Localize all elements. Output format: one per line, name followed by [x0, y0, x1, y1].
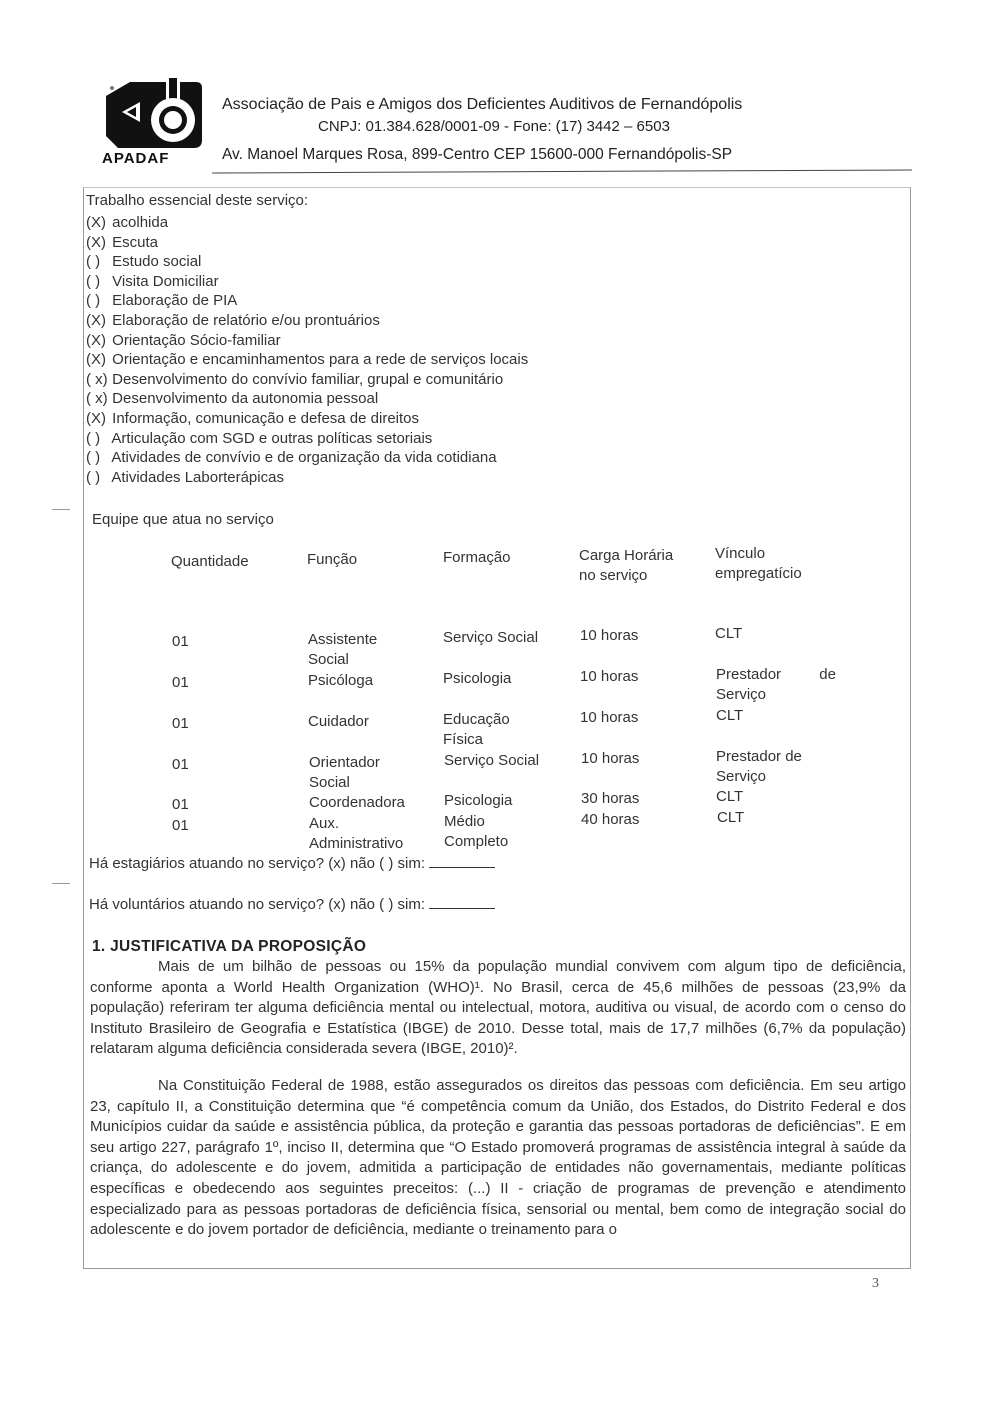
column-header-function: Função: [307, 551, 358, 568]
checkbox-mark: (X): [86, 311, 106, 329]
cell-function: Aux. Administrativo: [309, 815, 404, 852]
checkbox-mark: (X): [86, 331, 106, 349]
margin-mark: [52, 883, 70, 884]
checklist-item: [86, 468, 528, 488]
paragraph-text: Mais de um bilhão de pessoas ou 15% da população mundial convivem com algum tipo de deficiência, conforme aponta a World Health Organization (WHO)¹. No Brasil, cerca de 45,6 milhões de pessoas (23,9% da população) referiram ter alguma deficiência mental ou intelectual, motora, auditiva ou visual, de acordo com o censo do Instituto Brasileiro de Geografia e Estatística (IBGE) de 2010. Desse total, mais de 17,7 milhões (6,7% da população) relataram alguma deficiência considerada severa (IBGE, 2010)².: [90, 958, 906, 1058]
cell-quantity: 01: [172, 756, 189, 773]
cell-quantity: 01: [172, 674, 189, 691]
answer-blank: [429, 896, 495, 909]
cell-hours: 40 horas: [581, 811, 640, 828]
checklist-label: Informação, comunicação e defesa de direitos: [112, 409, 420, 427]
cell-training: Psicologia: [443, 670, 512, 687]
checklist-item: [86, 370, 528, 390]
checklist-label: Elaboração de relatório e/ou prontuários: [112, 311, 380, 329]
checklist-item: [86, 213, 528, 233]
checkbox-mark: ( x): [86, 370, 108, 388]
justification-paragraph-1: [90, 957, 906, 1060]
cell-training: Médio Completo: [444, 813, 509, 850]
cell-hours: 10 horas: [580, 627, 639, 644]
cell-quantity: 01: [172, 796, 189, 813]
checklist-item: [86, 331, 528, 351]
cell-hours: 10 horas: [581, 750, 640, 767]
organization-cnpj: CNPJ: 01.384.628/0001-09 - Fone: (17) 3442 – 6503: [318, 118, 670, 135]
services-intro: Trabalho essencial deste serviço:: [86, 192, 309, 209]
checklist-label: Desenvolvimento do convívio familiar, grupal e comunitário: [112, 370, 504, 388]
interns-question: [89, 855, 495, 872]
column-header-quantity: Quantidade: [171, 553, 249, 570]
services-checklist: [86, 213, 528, 487]
checkbox-mark: (X): [86, 351, 106, 369]
checklist-label: Atividades de convívio e de organização da vida cotidiana: [111, 449, 497, 467]
cell-quantity: 01: [172, 715, 189, 732]
checklist-label: Atividades Laborterápicas: [111, 468, 284, 486]
column-header-bond: Vínculo empregatício: [715, 545, 802, 582]
checkbox-mark: (X): [86, 409, 106, 427]
checkbox-mark: ( ): [86, 253, 101, 271]
column-header-hours: Carga Horária no serviço: [579, 547, 674, 584]
checkbox-mark: ( ): [86, 292, 101, 310]
cell-training: Serviço Social: [443, 629, 539, 646]
organization-name: Associação de Pais e Amigos dos Deficientes Auditivos de Fernandópolis: [222, 96, 743, 113]
cell-function: Cuidador: [308, 713, 369, 730]
checklist-label: Desenvolvimento da autonomia pessoal: [112, 390, 379, 408]
checkbox-mark: (X): [86, 214, 106, 231]
checkbox-mark: ( ): [86, 468, 101, 486]
cell-quantity: 01: [172, 817, 189, 834]
cell-training: Serviço Social: [444, 752, 540, 769]
header-divider: [212, 169, 912, 173]
cell-quantity: 01: [172, 633, 189, 650]
checklist-item: [86, 448, 528, 468]
volunteers-question-text: Há voluntários atuando no serviço? (x) não ( ) sim:: [89, 896, 425, 913]
cell-bond: Prestador de Serviço: [716, 748, 802, 785]
checkbox-mark: ( ): [86, 429, 101, 447]
answer-blank: [429, 855, 495, 868]
checkbox-mark: ( ): [86, 449, 101, 467]
cell-function: Psicóloga: [308, 672, 374, 689]
justification-paragraph-2: [90, 1076, 906, 1241]
cell-function: Coordenadora: [309, 794, 405, 811]
cell-bond: CLT: [716, 788, 744, 805]
cell-hours: 10 horas: [580, 668, 639, 685]
interns-question-text: Há estagiários atuando no serviço? (x) não ( ) sim:: [89, 855, 425, 872]
section-title: 1. JUSTIFICATIVA DA PROPOSIÇÃO: [92, 938, 367, 955]
checklist-label: Escuta: [112, 233, 159, 251]
checklist-item: [86, 350, 528, 370]
cell-training: Educação Física: [443, 711, 510, 748]
checkbox-mark: (X): [86, 233, 106, 251]
margin-mark: [52, 509, 70, 510]
cell-hours: 10 horas: [580, 709, 639, 726]
checklist-item: [86, 429, 528, 449]
checkbox-mark: ( x): [86, 390, 108, 408]
cell-function: Assistente Social: [308, 631, 378, 668]
checklist-item: [86, 311, 528, 331]
checklist-label: Visita Domiciliar: [112, 272, 219, 290]
checklist-item: [86, 389, 528, 409]
checklist-label: acolhida: [112, 214, 169, 231]
cell-training: Psicologia: [444, 792, 513, 809]
checklist-label: Elaboração de PIA: [112, 292, 238, 310]
paragraph-text: Na Constituição Federal de 1988, estão assegurados os direitos das pessoas com deficiência. Em seu artigo 23, capítulo II, a Constituição determina que “é competência comum da União, dos Estados, do Distrito Federal e dos Municípios cuidar da saúde e assistência pública, da proteção e garantia das pessoas portadoras de deficiências”. E em seu artigo 227, parágrafo 1º, inciso II, determina que “O Estado promoverá programas de assistência integral à saúde da criança, do adolescente e do jovem, admitida a participação de entidades não governamentais, mediante políticas específicas e obedecendo aos seguintes preceitos: (...) II - criação de programas de prevenção e atendimento especializado para as pessoas portadoras de deficiência física, sensorial ou mental, bem como de integração social do adolescente e do jovem portador de deficiência, mediante o treinamento para o: [90, 1077, 906, 1239]
cell-bond: CLT: [717, 809, 745, 826]
checklist-item: [86, 291, 528, 311]
cell-bond: Prestador de Serviço: [716, 666, 836, 703]
organization-address: Av. Manoel Marques Rosa, 899-Centro CEP 15600-000 Fernandópolis-SP: [222, 146, 733, 163]
cell-bond: CLT: [715, 625, 743, 642]
checklist-label: Orientação Sócio-familiar: [112, 331, 281, 349]
column-header-training: Formação: [443, 549, 511, 566]
checklist-label: Estudo social: [112, 253, 202, 271]
checklist-item: [86, 272, 528, 292]
checklist-item: [86, 409, 528, 429]
checklist-label: Orientação e encaminhamentos para a rede de serviços locais: [112, 351, 529, 369]
logo-wordmark: APADAF: [102, 150, 170, 167]
cell-hours: 30 horas: [581, 790, 640, 807]
volunteers-question: [89, 896, 495, 913]
checkbox-mark: ( ): [86, 272, 101, 290]
checklist-item: [86, 252, 528, 272]
cell-function: Orientador Social: [309, 754, 380, 791]
checklist-item: [86, 233, 528, 253]
checklist-label: Articulação com SGD e outras políticas setoriais: [111, 429, 433, 447]
page-number: 3: [872, 1276, 879, 1291]
team-section-title: Equipe que atua no serviço: [92, 511, 274, 528]
cell-bond: CLT: [716, 707, 744, 724]
